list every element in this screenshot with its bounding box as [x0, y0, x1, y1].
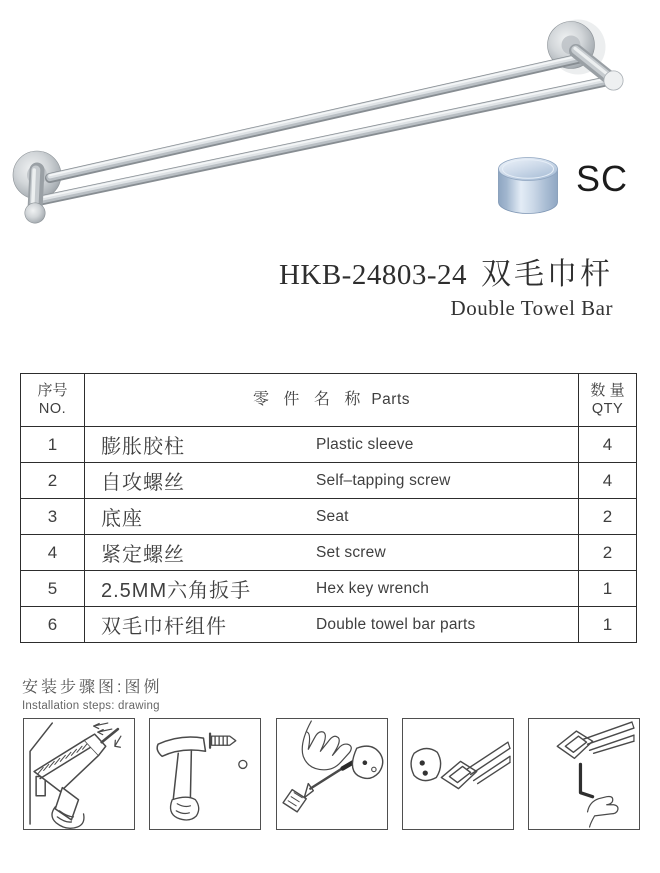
row-part: 自攻螺丝 Self–tapping screw [85, 463, 579, 499]
installation-title-cn: 安装步骤图:图例 [22, 679, 163, 696]
parts-table [20, 373, 637, 643]
row-part: 双毛巾杆组件 Double towel bar parts [85, 607, 579, 643]
row-part: 膨胀胶柱 Plastic sleeve [85, 427, 579, 463]
product-model: HKB-24803-24 [278, 259, 467, 291]
row-no: 4 [21, 535, 85, 571]
table-row [21, 571, 637, 607]
product-name-cn: 双毛巾杆 [481, 258, 613, 291]
row-qty: 2 [579, 535, 637, 571]
installation-step-2 [149, 718, 261, 830]
screwdriver-seat-icon [277, 719, 387, 829]
installation-title-en: Installation steps: drawing [22, 700, 160, 712]
installation-step-4 [402, 718, 514, 830]
left-post-end-cap [25, 203, 45, 223]
row-qty: 4 [579, 427, 637, 463]
row-no: 1 [21, 427, 85, 463]
hex-key-tighten-icon [529, 719, 639, 829]
installation-section-header [22, 674, 162, 712]
row-qty: 1 [579, 571, 637, 607]
row-part: 2.5MM六角扳手 Hex key wrench [85, 571, 579, 607]
header-parts: 零 件 名 称 Parts [85, 374, 579, 427]
title-block [0, 249, 613, 321]
row-part: 紧定螺丝 Set screw [85, 535, 579, 571]
row-no: 6 [21, 607, 85, 643]
row-part: 底座 Seat [85, 499, 579, 535]
installation-step-3 [276, 718, 388, 830]
product-name-en: Double Towel Bar [450, 296, 613, 320]
finish-sample [494, 152, 654, 222]
row-no: 2 [21, 463, 85, 499]
table-row [21, 427, 637, 463]
table-row [21, 535, 637, 571]
row-no: 3 [21, 499, 85, 535]
row-qty: 2 [579, 499, 637, 535]
installation-step-5 [528, 718, 640, 830]
row-qty: 1 [579, 607, 637, 643]
product-title [0, 249, 613, 293]
mount-bracket-icon [403, 719, 513, 829]
table-row [21, 607, 637, 643]
header-qty: 数 量 QTY [579, 374, 637, 427]
drill-wall-icon [24, 719, 134, 829]
row-no: 5 [21, 571, 85, 607]
table-row [21, 463, 637, 499]
right-post-end-cap [604, 71, 623, 90]
finish-sample-cylinder-icon [494, 152, 562, 218]
table-row [21, 499, 637, 535]
installation-step-1 [23, 718, 135, 830]
row-qty: 4 [579, 463, 637, 499]
parts-table-header-row [21, 374, 637, 427]
hammer-anchor-icon [150, 719, 260, 829]
finish-code-label: SC [576, 158, 629, 199]
header-no: 序号 NO. [21, 374, 85, 427]
